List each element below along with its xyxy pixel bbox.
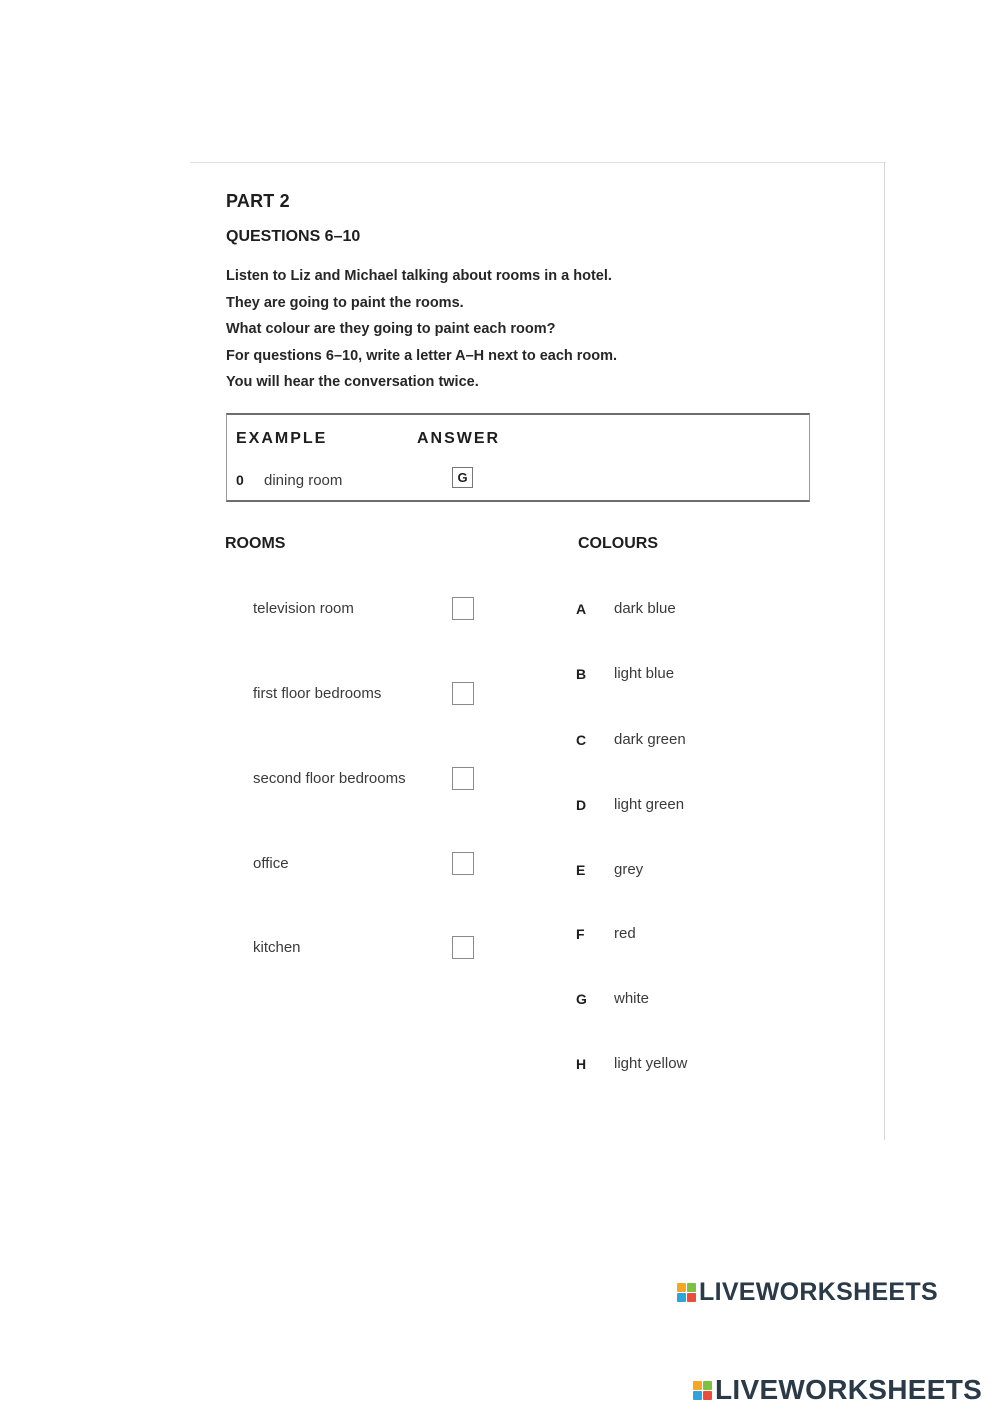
logo-tile (703, 1381, 712, 1390)
logo-tile (703, 1391, 712, 1400)
sheet-top-edge (190, 162, 886, 163)
answer-box-8[interactable] (452, 767, 474, 790)
room-label: second floor bedrooms (253, 770, 406, 787)
logo-tile (677, 1293, 686, 1302)
answer-box-6[interactable] (452, 597, 474, 620)
room-row-8 (0, 767, 500, 791)
logo-tile (693, 1391, 702, 1400)
colour-letter: E (576, 862, 586, 878)
logo-tile (693, 1381, 702, 1390)
example-room: dining room (264, 472, 343, 489)
colour-letter: C (576, 732, 587, 748)
rooms-heading: ROOMS (225, 535, 286, 552)
liveworksheets-icon (677, 1283, 696, 1302)
liveworksheets-logo-footer (693, 1374, 982, 1406)
questions-title: QUESTIONS 6–10 (226, 228, 361, 245)
instruction-line: What colour are they going to paint each room? (226, 321, 556, 337)
liveworksheets-wordmark: LIVEWORKSHEETS (699, 1278, 938, 1306)
colour-name: white (614, 990, 650, 1007)
colour-letter: G (576, 991, 587, 1007)
answer-box-10[interactable] (452, 936, 474, 959)
colours-heading: COLOURS (578, 535, 658, 552)
instructions (226, 266, 617, 399)
colour-name: dark blue (614, 600, 676, 617)
logo-tile (687, 1293, 696, 1302)
instruction-line: For questions 6–10, write a letter A–H next to each room. (226, 347, 618, 364)
room-row-9 (0, 852, 500, 876)
room-label: office (253, 855, 289, 872)
instruction-line: You will hear the conversation twice. (226, 374, 479, 390)
room-row-6 (0, 597, 500, 621)
liveworksheets-icon (693, 1381, 712, 1400)
colour-letter: B (576, 666, 587, 682)
liveworksheets-wordmark: LIVEWORKSHEETS (715, 1374, 983, 1405)
room-row-10 (0, 936, 500, 960)
instruction-line: They are going to paint the rooms. (226, 294, 464, 311)
example-number: 0 (236, 472, 244, 488)
colour-name: light green (614, 796, 685, 813)
answer-box-7[interactable] (452, 682, 474, 705)
answer-box-9[interactable] (452, 852, 474, 875)
colour-letter: A (576, 601, 587, 617)
answer-heading: ANSWER (417, 430, 501, 447)
colour-name: red (614, 925, 636, 942)
colour-letter: D (576, 797, 587, 813)
colour-letter: H (576, 1056, 587, 1072)
room-label: kitchen (253, 939, 301, 956)
liveworksheets-logo (677, 1278, 938, 1307)
instruction-line: Listen to Liz and Michael talking about rooms in a hotel. (226, 268, 612, 284)
room-label: television room (253, 600, 354, 617)
room-row-7 (0, 682, 500, 706)
example-box (226, 413, 810, 502)
logo-tile (677, 1283, 686, 1292)
colour-name: grey (614, 861, 644, 878)
example-heading: EXAMPLE (236, 430, 328, 447)
sheet-right-edge (884, 162, 885, 1140)
room-label: first floor bedrooms (253, 685, 382, 702)
colour-name: light blue (614, 665, 675, 682)
colour-letter: F (576, 926, 585, 942)
example-answer-box: G (452, 467, 473, 488)
part-title: PART 2 (226, 191, 290, 211)
colour-name: light yellow (614, 1055, 688, 1072)
logo-tile (687, 1283, 696, 1292)
colour-name: dark green (614, 731, 686, 748)
